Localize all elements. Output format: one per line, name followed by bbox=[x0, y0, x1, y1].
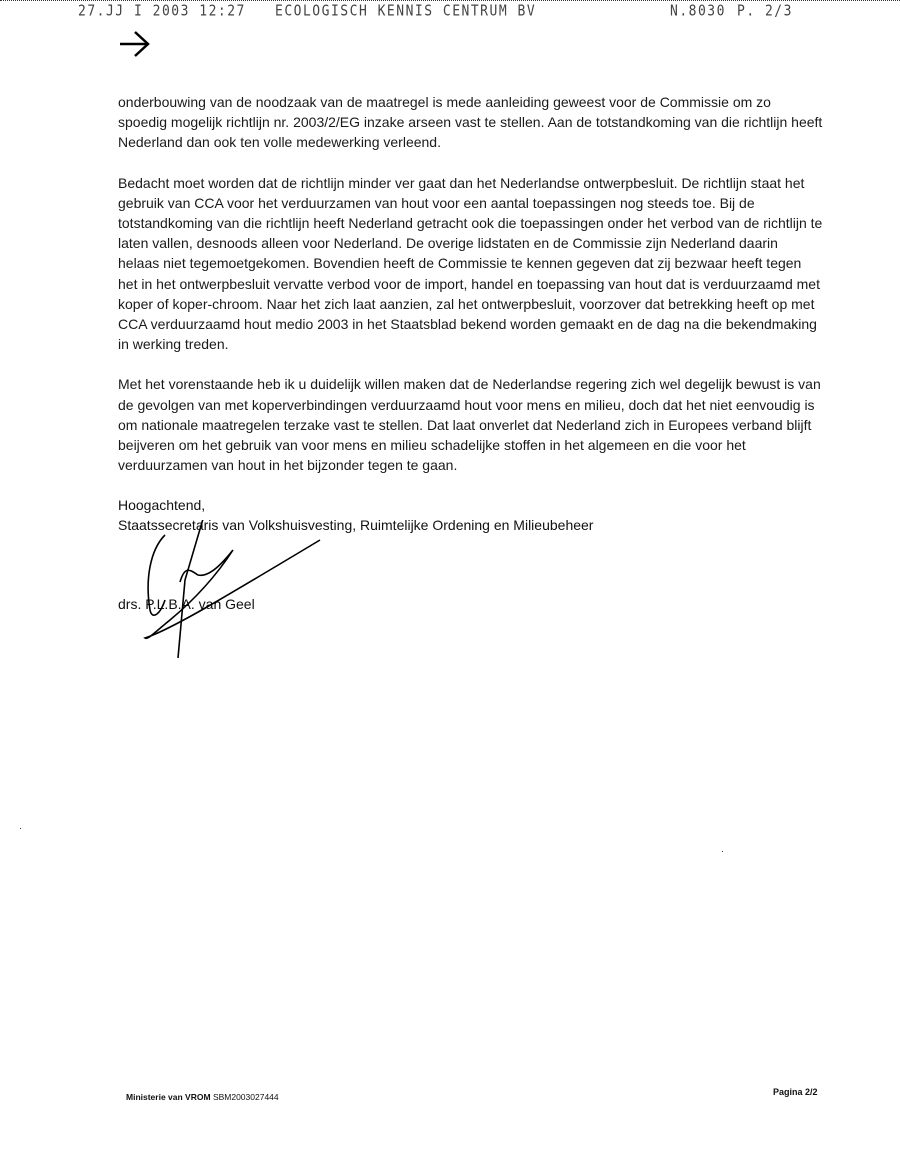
signatory-name: drs. P.L.B.A. van Geel bbox=[118, 596, 255, 612]
fax-dotted-border bbox=[0, 0, 900, 1]
footer-ministry: Ministerie van VROM bbox=[126, 1092, 211, 1102]
signatory-title: Staatssecretaris van Volkshuisvesting, Ruimtelijke Ordening en Milieubeheer bbox=[118, 517, 594, 533]
footer-code: SBM2003027444 bbox=[212, 1092, 279, 1102]
arrow-right-icon bbox=[118, 30, 152, 58]
handwritten-signature bbox=[140, 520, 340, 670]
fax-page: P. 2/3 bbox=[737, 3, 793, 21]
fax-header bbox=[0, 3, 900, 24]
paragraph: onderbouwing van de noodzaak van de maatregel is mede aanleiding geweest voor de Commissie om zo spoedig mogelijk richtlijn nr. 2003/2/EG inzake arseen vast te stellen. Aan de totstandkoming van die richtlijn heeft Nederland dan ook ten volle medewerking verleend. bbox=[118, 94, 823, 151]
paragraph: Met het vorenstaande heb ik u duidelijk willen maken dat de Nederlandse regering zich wel degelijk bewust is van de gevolgen van met koperverbindingen verduurzaamd hout voor mens en milieu, doch dat het niet eenvoudig is om nationale maatregelen terzake vast te stellen. Dat laat onverlet dat Nederland zich in Europees verband blijft beijveren om het gebruik van voor mens en milieu schadelijke stoffen in het algemeen en die voor het verduurzamen van hout in het bijzonder tegen te gaan. bbox=[118, 376, 821, 474]
fax-sender: ECOLOGISCH KENNIS CENTRUM BV bbox=[275, 3, 537, 21]
footer-reference bbox=[126, 1092, 279, 1102]
fax-number: N.8030 bbox=[670, 3, 726, 21]
letter-body bbox=[118, 92, 823, 495]
paragraph: Bedacht moet worden dat de richtlijn minder ver gaat dan het Nederlandse ontwerpbesluit. De richtlijn staat het gebruik van CCA voor het verduurzamen van hout voor een aantal toepassingen nog steeds toe. Bij de totstandkoming van die richtlijn heeft Nederland getracht ook die toepassingen onder het verbod van de richtlijn te laten vallen, desnoods alleen voor Nederland. De overige lidstaten en de Commissie zijn Nederland daarin helaas niet tegemoetgekomen. Bovendien heeft de Commissie te kennen gegeven dat zij bezwaar heeft tegen het in het ontwerpbesluit vervatte verbod voor de import, handel en toepassing van hout dat is verduurzaamd met koper of koper-chroom. Naar het zich laat aanzien, zal het ontwerpbesluit, voorzover dat betrekking heeft op met CCA verduurzaamd hout medio 2003 in het Staatsblad bekend worden gemaakt en de dag na die bekendmaking in werking treden. bbox=[118, 174, 823, 353]
scan-speck bbox=[722, 851, 723, 852]
fax-date-time: 27.JJ I 2003 12:27 bbox=[78, 3, 246, 21]
scan-speck bbox=[20, 828, 21, 829]
footer-page-number: Pagina 2/2 bbox=[773, 1087, 818, 1097]
salutation: Hoogachtend, bbox=[118, 497, 206, 513]
